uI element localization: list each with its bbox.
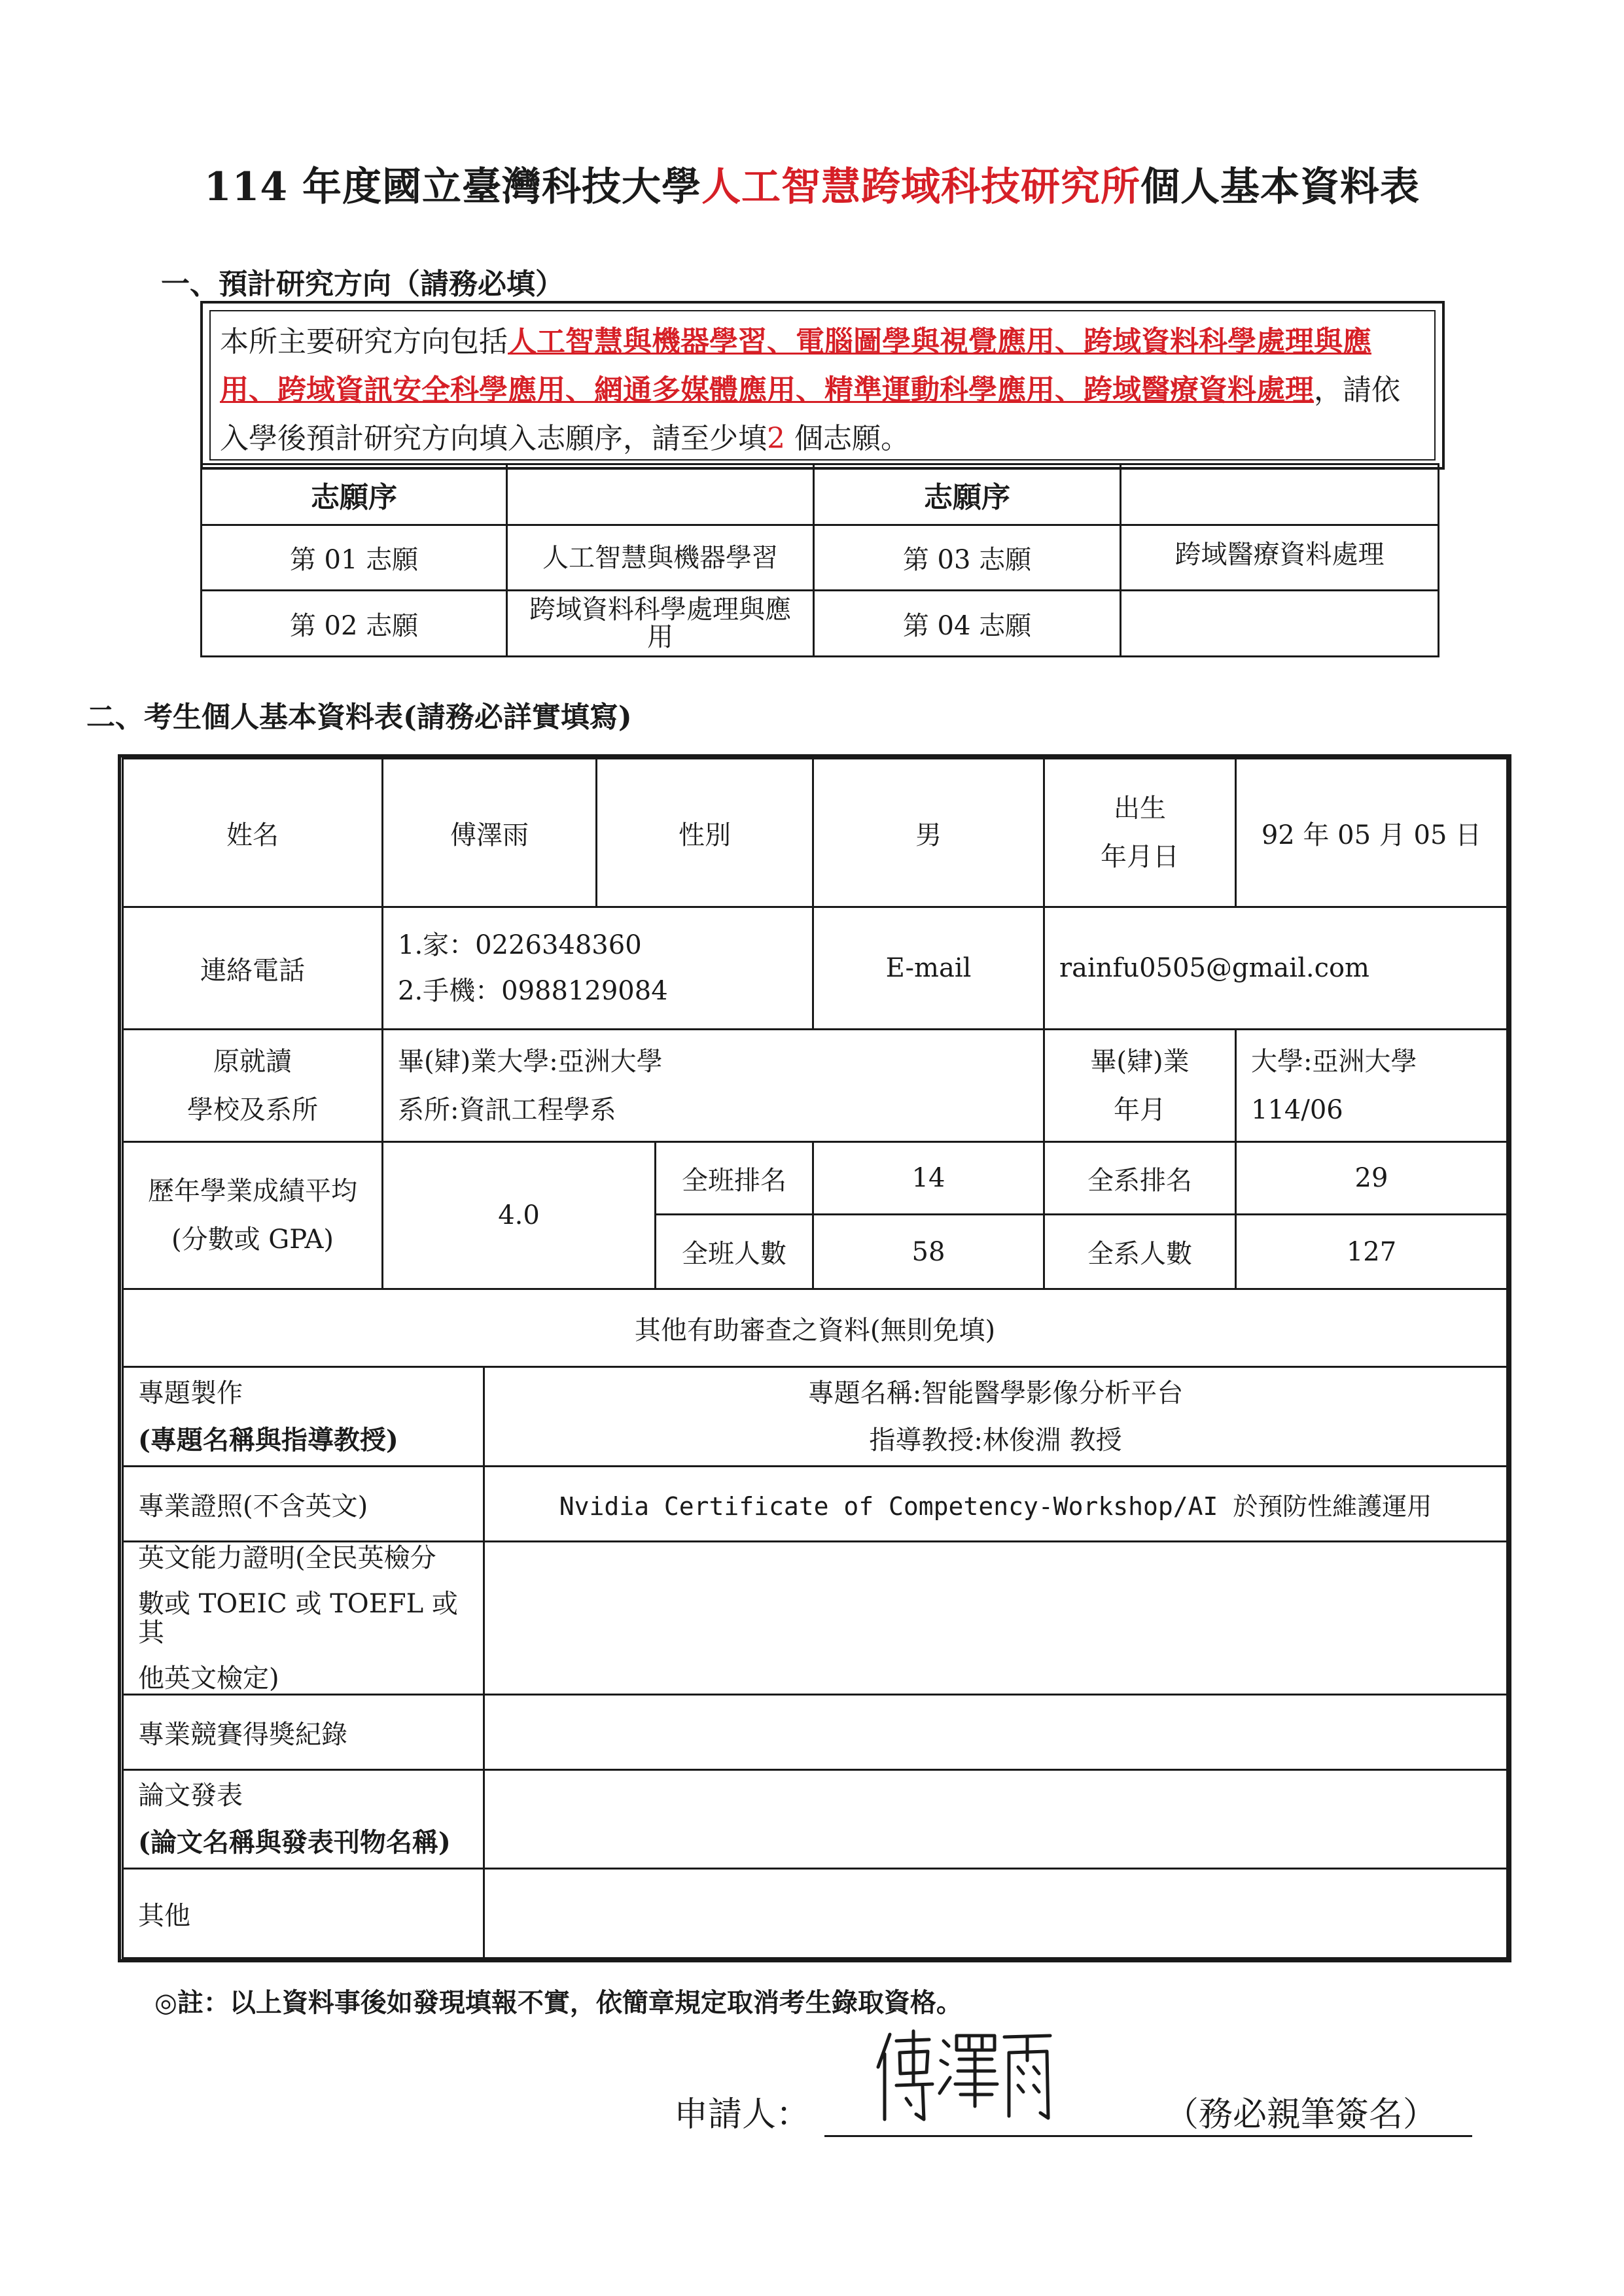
cert-value[interactable]: Nvidia Certificate of Competency-Workshop/AI 於預防性維護運用: [483, 1465, 1508, 1542]
choice-4-value[interactable]: [1120, 589, 1439, 657]
english-label-line3: 他英文檢定): [138, 1663, 279, 1694]
applicant-label: 申請人：: [674, 2095, 811, 2134]
signature-stroke: [955, 2036, 997, 2106]
research-directions-box: [200, 301, 1445, 470]
email-label: E-mail: [812, 906, 1045, 1030]
choice-1-label: 第 01 志願: [200, 524, 508, 591]
signature-stroke: [896, 2031, 932, 2119]
dept-size-value[interactable]: 127: [1235, 1213, 1508, 1290]
handwritten-signature[interactable]: [870, 2021, 1060, 2132]
competition-label: 專業競賽得獎紀錄: [122, 1694, 485, 1771]
dept-size-label: 全系人數: [1043, 1213, 1237, 1290]
title-suffix: 個人基本資料表: [1140, 164, 1421, 210]
grad-label-line1: 畢(肄)業: [1090, 1046, 1190, 1077]
min-choices: 2: [767, 422, 785, 455]
research-instruction-end: 個志願。: [785, 422, 909, 455]
dept-rank-label: 全系排名: [1043, 1141, 1237, 1215]
email-value[interactable]: rainfu0505@gmail.com: [1043, 906, 1508, 1030]
signature-instruction: （務必親筆簽名）: [1165, 2095, 1438, 2134]
signature-stroke: [1004, 2036, 1050, 2118]
school-dept: 系所:資訊工程學系: [398, 1094, 616, 1125]
class-size-value[interactable]: 58: [812, 1213, 1045, 1290]
class-rank-value[interactable]: 14: [812, 1141, 1045, 1215]
gpa-label-line2: (分數或 GPA): [171, 1225, 334, 1255]
english-label-line2: 數或 TOEIC 或 TOEFL 或其: [138, 1588, 458, 1648]
gender-value[interactable]: 男: [812, 757, 1045, 908]
signature-stroke: [940, 2041, 950, 2093]
project-label-line1: 專題製作: [138, 1378, 243, 1408]
choice-3-value[interactable]: 跨域醫療資料處理: [1120, 524, 1439, 591]
title-prefix: 114 年度國立臺灣科技大學: [203, 164, 702, 210]
school-label-line1: 原就讀: [213, 1046, 292, 1077]
research-directions-text: [209, 310, 1436, 461]
choice-3-label: 第 03 志願: [813, 524, 1121, 591]
school-label-line2: 學校及系所: [187, 1094, 318, 1125]
footer-note: ◎註：以上資料事後如發現填報不實，依簡章規定取消考生錄取資格。: [154, 1987, 962, 2018]
school-name: 畢(肄)業大學:亞洲大學: [398, 1046, 663, 1077]
name-label: 姓名: [122, 757, 383, 908]
other-label: 其他: [122, 1868, 485, 1959]
phone-label: 連絡電話: [122, 906, 383, 1030]
phone-mobile: 2.手機：0988129084: [398, 976, 668, 1006]
research-intro: 本所主要研究方向包括: [220, 325, 508, 358]
choice-header-left: 志願序: [200, 463, 508, 526]
birth-value[interactable]: 92 年 05 月 05 日: [1235, 757, 1508, 908]
other-info-header: 其他有助審查之資料(無則免填): [122, 1288, 1508, 1368]
name-value[interactable]: 傅澤雨: [381, 757, 597, 908]
grad-date: 114/06: [1251, 1094, 1343, 1125]
project-advisor: 指導教授:林俊淵 教授: [869, 1425, 1122, 1455]
paper-label-line2: (論文名稱與發表刊物名稱): [138, 1827, 451, 1858]
class-size-label: 全班人數: [654, 1213, 814, 1290]
choice-2-value[interactable]: 跨域資料科學處理與應用: [506, 589, 815, 657]
choice-1-value[interactable]: 人工智慧與機器學習: [506, 524, 815, 591]
cert-label: 專業證照(不含英文): [122, 1465, 485, 1542]
grad-school: 大學:亞洲大學: [1251, 1046, 1417, 1077]
page-title: [0, 156, 1624, 212]
section2-heading: 二、考生個人基本資料表(請務必詳實填寫): [86, 701, 632, 734]
choice-header-blank-left: [506, 463, 815, 526]
research-directions: 人工智慧與機器學習、電腦圖學與視覺應用、跨域資料科學處理與應用、跨域資訊安全科學應用、網通多媒體應用、精準運動科學應用、跨域醫療資料處理: [220, 325, 1371, 407]
birth-label-line1: 出生: [1114, 793, 1166, 824]
dept-rank-value[interactable]: 29: [1235, 1141, 1508, 1215]
birth-label-line2: 年月日: [1101, 842, 1179, 872]
grad-label-line2: 年月: [1114, 1094, 1166, 1125]
project-name: 專題名稱:智能醫學影像分析平台: [807, 1378, 1184, 1408]
gender-label: 性別: [595, 757, 814, 908]
choice-header-blank-right: [1120, 463, 1439, 526]
phone-home: 1.家：0226348360: [398, 930, 642, 960]
paper-label-line1: 論文發表: [138, 1781, 243, 1811]
choice-header-right: 志願序: [813, 463, 1121, 526]
english-label-line1: 英文能力證明(全民英檢分: [138, 1542, 436, 1573]
profile-table-frame: [118, 754, 1511, 1962]
title-institute: 人工智慧跨域科技研究所: [701, 164, 1141, 210]
gpa-label-line1: 歷年學業成績平均: [148, 1176, 357, 1206]
gpa-value[interactable]: 4.0: [381, 1141, 656, 1290]
research-instruction: ，請依入學後預計研究方向填入志願序，請至少填: [220, 374, 1400, 455]
choice-2-label: 第 02 志願: [200, 589, 508, 657]
project-label-line2: (專題名稱與指導教授): [138, 1424, 398, 1455]
section1-heading: 一、預計研究方向（請務必填）: [161, 268, 564, 301]
choice-4-label: 第 04 志願: [813, 589, 1121, 657]
class-rank-label: 全班排名: [654, 1141, 814, 1215]
